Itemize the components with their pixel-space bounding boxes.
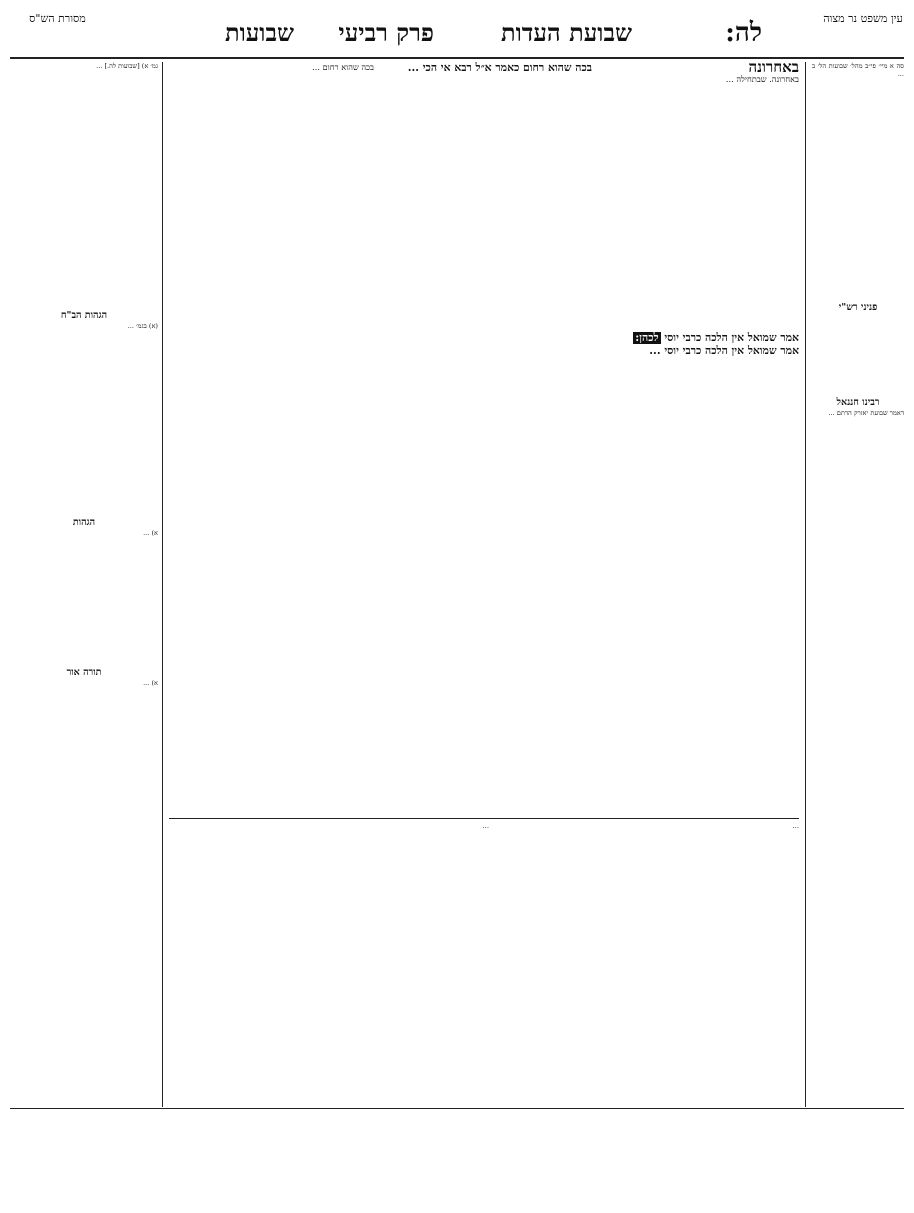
tosafot-text: בכה שהוא רחום ... [312, 62, 374, 72]
footnote-rule [169, 818, 799, 819]
page-number: לה: [725, 18, 762, 48]
hagahot-habach-box [10, 308, 158, 508]
torah-or-box [10, 665, 158, 1105]
hagahot-box [10, 515, 158, 660]
mesorat-text: גמ׳ א) [שבועות לה.] ... [96, 62, 158, 70]
gemara-lead: אמר שמואל אין הלכה כרבי יוסי [664, 332, 799, 344]
gemara-inner-column [382, 62, 592, 332]
rabbeinu-chananel-heading: רבינו חננאל [836, 397, 880, 408]
rabbeinu-chananel-column [812, 395, 904, 1110]
hagahot-habach-text: (א) בגמ׳ ... [127, 322, 158, 330]
header-rule [10, 57, 904, 59]
rashi-text: באחרונה. שבתחילה ... [725, 74, 799, 84]
pnei-rashi-heading: פניני רש"י [838, 302, 878, 313]
tosafot-column [154, 62, 374, 812]
left-margin-rule [162, 62, 163, 1107]
rabbeinu-chananel-text: דאמר שבועת יאזרק הדתם ... [828, 409, 904, 417]
gemara-wide-text: אמר שמואל אין הלכה כרבי יוסי ... [649, 343, 799, 357]
hagahot-heading: הגהות [72, 517, 96, 528]
torah-or-heading: תורה אור [66, 667, 102, 678]
mesorat-label: מסורת הש"ס [29, 12, 86, 25]
hagahot-text: א) ... [143, 529, 158, 537]
chapter-title-2: פרק רביעי [338, 18, 434, 47]
mesorat-column [10, 62, 158, 302]
torah-or-text: א) ... [143, 679, 158, 687]
footnotes-right [499, 822, 799, 1107]
page-header [10, 10, 904, 56]
footnotes-left-text: ... [482, 822, 489, 830]
tractate-title: שבועות [224, 18, 294, 47]
chapter-title-1: שבועת העדות [501, 18, 632, 47]
footnotes-right-text: ... [792, 822, 799, 830]
hagahot-habach-heading: הגהות הב"ח [60, 310, 108, 321]
gemara-main-text: בכה שהוא רחום כאמר א״ל רבא אי הכי ... [407, 62, 592, 74]
gemara-wide-block [384, 332, 799, 812]
pnei-rashi-box [812, 300, 904, 390]
mishnah-start-word: באחרונה [748, 62, 799, 76]
ein-mishpat-text: סה א מיי׳ פי״ב מהל׳ שבועות הל׳ ב ... [812, 62, 904, 78]
footnotes-left [169, 822, 489, 1107]
ein-mishpat-label: עין משפט נר מצוה [823, 12, 903, 25]
bottom-rule [10, 1108, 904, 1109]
ein-mishpat-column [812, 62, 904, 302]
right-margin-rule [805, 62, 806, 1107]
highlighted-word: לכהן: [635, 332, 659, 344]
